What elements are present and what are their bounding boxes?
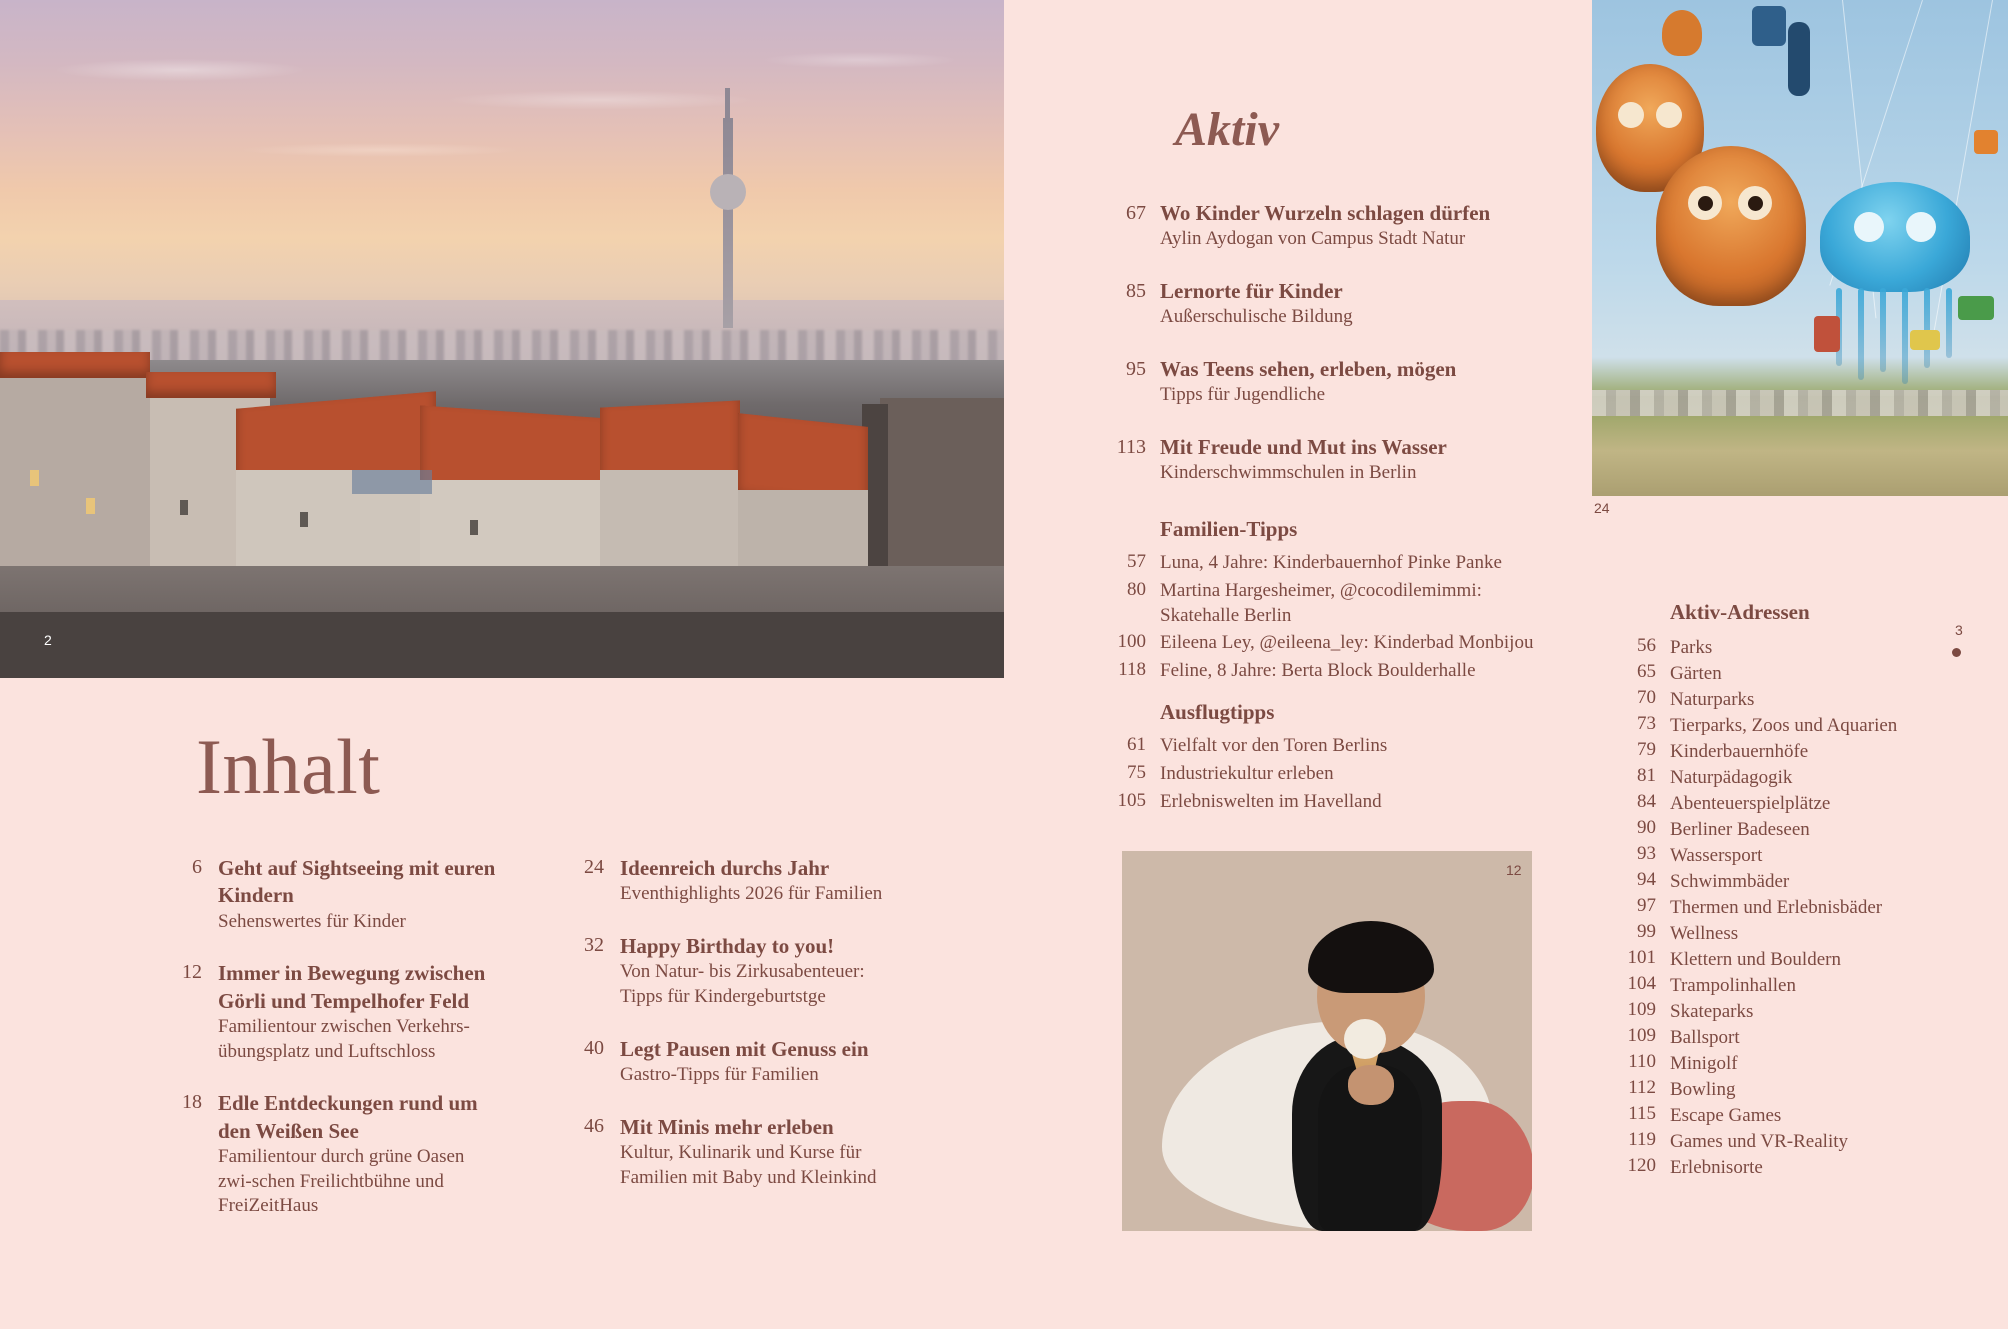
- adressen-row[interactable]: [1612, 843, 1972, 869]
- aktiv-page-number: 95: [1126, 357, 1146, 380]
- octopus-tentacle: [1880, 288, 1886, 372]
- row-text: Trampolinhallen: [1670, 975, 1796, 996]
- roof: [146, 372, 276, 398]
- building: [0, 370, 150, 570]
- familien-tipps-title: Familien-Tipps: [1160, 517, 1298, 541]
- row-text: Gärten: [1670, 663, 1722, 684]
- octopus-eye-icon: [1906, 212, 1936, 242]
- octopus-tentacle: [1902, 288, 1908, 384]
- aktiv-page-number: 85: [1126, 279, 1146, 302]
- row-page-number: 99: [1637, 921, 1656, 942]
- row-text: Schwimmbäder: [1670, 871, 1790, 892]
- row-page-number: 56: [1637, 635, 1656, 656]
- row-page-number: 70: [1637, 687, 1656, 708]
- toc-title: Edle Entdeckungen rund um den Weißen See: [218, 1091, 478, 1143]
- toc-page-number: 46: [584, 1114, 604, 1137]
- small-kite-icon: [1752, 6, 1786, 46]
- page-title: Inhalt: [196, 723, 381, 810]
- aktiv-subtitle: Außerschulische Bildung: [1160, 306, 1353, 328]
- adressen-row[interactable]: [1612, 765, 1972, 791]
- row-text: Minigolf: [1670, 1053, 1738, 1074]
- row-page-number: 57: [1127, 551, 1146, 572]
- row-page-number: 73: [1637, 713, 1656, 734]
- toc-entry[interactable]: [562, 855, 902, 907]
- window: [300, 512, 308, 527]
- ice-cream-scoop-icon: [1344, 1019, 1386, 1059]
- row-page-number: 104: [1627, 973, 1656, 994]
- row-page-number: 81: [1637, 765, 1656, 786]
- roof: [0, 352, 150, 378]
- toc-title: Immer in Bewegung zwischen Görli und Tempelhofer Feld: [218, 961, 486, 1013]
- row-page-number: 109: [1627, 1025, 1656, 1046]
- boy-photo: [1122, 851, 1532, 1231]
- row-page-number: 61: [1127, 734, 1146, 755]
- building: [420, 480, 610, 580]
- aktiv-subtitle: Tipps für Jugendliche: [1160, 384, 1326, 406]
- row-page-number: 75: [1127, 762, 1146, 783]
- aktiv-adressen-title: Aktiv-Adressen: [1670, 600, 1810, 624]
- aktiv-adressen-list: [1612, 600, 1972, 1181]
- row-page-number: 90: [1637, 817, 1656, 838]
- octopus-tentacle: [1946, 288, 1952, 358]
- toc-subtitle: Familientour zwischen Verkehrs-übungsplatz und Luftschloss: [218, 1015, 470, 1062]
- row-page-number: 105: [1117, 790, 1146, 811]
- photo-page-number-kites: 24: [1594, 500, 1610, 516]
- toc-subtitle: Von Natur- bis Zirkusabenteuer: Tipps für Kindergeburtstge: [620, 961, 865, 1007]
- row-page-number: 93: [1637, 843, 1656, 864]
- row-text: Eileena Ley, @eileena_ley: Kinderbad Monbijou: [1160, 632, 1534, 654]
- toc-title: Mit Minis mehr erleben: [620, 1114, 834, 1139]
- window: [86, 498, 95, 514]
- window: [30, 470, 39, 486]
- row-page-number: 115: [1628, 1103, 1656, 1124]
- familien-tipps-row[interactable]: [1098, 658, 1558, 684]
- row-page-number: 120: [1627, 1155, 1656, 1176]
- aktiv-entry[interactable]: [1098, 200, 1538, 252]
- row-text: Wassersport: [1670, 845, 1763, 866]
- row-page-number: 97: [1637, 895, 1656, 916]
- row-text: Parks: [1670, 637, 1713, 658]
- toc-entry[interactable]: [562, 933, 902, 1010]
- toc-title: Ideenreich durchs Jahr: [620, 856, 830, 880]
- window: [470, 520, 478, 535]
- adressen-row[interactable]: [1612, 973, 1972, 999]
- octopus-tentacle: [1858, 288, 1864, 380]
- familien-tipps-row[interactable]: [1098, 578, 1558, 628]
- row-text: Luna, 4 Jahre: Kinderbauernhof Pinke Panke: [1160, 552, 1502, 573]
- ausflugtipps-group: [1098, 700, 1558, 817]
- adressen-row[interactable]: [1612, 1077, 1972, 1103]
- clouds: [0, 40, 1004, 190]
- row-page-number: 94: [1637, 869, 1656, 890]
- owl-eye-icon: [1698, 196, 1713, 211]
- adressen-row[interactable]: [1612, 635, 1972, 661]
- row-text: Tierparks, Zoos und Aquarien: [1670, 715, 1898, 736]
- toc-entry[interactable]: [160, 960, 500, 1064]
- tent-row: [1592, 390, 2008, 416]
- small-kite-icon: [1958, 296, 1994, 320]
- small-kite-icon: [1788, 22, 1810, 96]
- row-text: Ballsport: [1670, 1027, 1740, 1048]
- row-text: Kinderbauernhöfe: [1670, 741, 1809, 762]
- row-text: Erlebniswelten im Havelland: [1160, 791, 1382, 812]
- owl-eye-icon: [1656, 102, 1682, 128]
- row-text: Vielfalt vor den Toren Berlins: [1160, 735, 1388, 756]
- photo-page-number-left: 2: [44, 632, 53, 648]
- adressen-row[interactable]: [1612, 687, 1972, 713]
- row-text: Thermen und Erlebnisbäder: [1670, 897, 1883, 918]
- adressen-row[interactable]: [1612, 739, 1972, 765]
- small-kite-icon: [1814, 316, 1840, 352]
- graffiti: [352, 470, 432, 494]
- tv-tower-icon: [723, 118, 733, 328]
- adressen-row[interactable]: [1612, 895, 1972, 921]
- row-text: Bowling: [1670, 1079, 1736, 1100]
- toc-subtitle: Kultur, Kulinarik und Kurse für Familien mit Baby und Kleinkind: [620, 1141, 877, 1188]
- row-page-number: 110: [1628, 1051, 1656, 1072]
- window: [180, 500, 188, 515]
- toc-page-number: 40: [584, 1036, 604, 1059]
- octopus-eye-icon: [1854, 212, 1884, 242]
- kites-photo: [1592, 0, 2008, 496]
- aktiv-entry[interactable]: [1098, 356, 1538, 408]
- aktiv-title: Wo Kinder Wurzeln schlagen dürfen: [1160, 201, 1491, 225]
- ausflugtipps-row[interactable]: [1098, 733, 1558, 759]
- row-text: Abenteuerspielplätze: [1670, 793, 1831, 814]
- row-text: Skateparks: [1670, 1001, 1754, 1022]
- row-page-number: 119: [1628, 1129, 1656, 1150]
- aktiv-subtitle: Kinderschwimmschulen in Berlin: [1160, 462, 1417, 484]
- toc-title: Legt Pausen mit Genuss ein: [620, 1036, 869, 1061]
- toc-subtitle: Familientour durch grüne Oasen zwi-schen Freilichtbühne und FreiZeitHaus: [218, 1145, 465, 1217]
- boy-hand: [1348, 1065, 1394, 1105]
- adressen-row[interactable]: [1612, 713, 1972, 739]
- toc-page-number: 32: [584, 933, 604, 956]
- row-text: Erlebnisorte: [1670, 1157, 1763, 1178]
- row-text: Industriekultur erleben: [1160, 763, 1334, 784]
- adressen-row[interactable]: [1612, 1155, 1972, 1181]
- skyline-photo: [0, 0, 1004, 678]
- aktiv-title: Was Teens sehen, erleben, mögen: [1160, 356, 1457, 381]
- toc-column-2: [562, 855, 902, 1216]
- ausflugtipps-row[interactable]: [1098, 761, 1558, 787]
- toc-page-number: 12: [182, 961, 202, 984]
- owl-eye-icon: [1618, 102, 1644, 128]
- row-text: Martina Hargesheimer, @cocodilemimmi: Skatehalle Berlin: [1160, 580, 1482, 627]
- aktiv-entry[interactable]: [1098, 278, 1538, 330]
- toc-page-number: 24: [584, 856, 604, 878]
- row-text: Berliner Badeseen: [1670, 819, 1810, 840]
- row-text: Games und VR-Reality: [1670, 1131, 1849, 1152]
- small-kite-icon: [1662, 10, 1702, 56]
- toc-subtitle: Eventhighlights 2026 für Familien: [620, 883, 883, 905]
- aktiv-entry[interactable]: [1098, 434, 1538, 486]
- adressen-row[interactable]: [1612, 999, 1972, 1025]
- octopus-tentacle: [1924, 288, 1930, 368]
- aktiv-page-number: 113: [1116, 435, 1146, 458]
- aktiv-page-number: 67: [1126, 202, 1146, 224]
- toc-subtitle: Gastro-Tipps für Familien: [620, 1063, 819, 1085]
- small-kite-icon: [1910, 330, 1940, 350]
- row-page-number: 100: [1117, 631, 1146, 653]
- toc-subtitle: Sehenswertes für Kinder: [218, 910, 406, 932]
- adressen-row[interactable]: [1612, 921, 1972, 947]
- row-page-number: 109: [1627, 999, 1656, 1020]
- row-page-number: 84: [1637, 791, 1656, 812]
- small-kite-icon: [1974, 130, 1998, 154]
- page-dot: [1952, 648, 1961, 657]
- toc-title: Geht auf Sightseeing mit euren Kindern: [218, 856, 496, 908]
- familien-tipps-row[interactable]: [1098, 550, 1558, 576]
- row-text: Escape Games: [1670, 1105, 1782, 1126]
- row-page-number: 65: [1637, 661, 1656, 682]
- row-text: Wellness: [1670, 923, 1739, 944]
- row-text: Klettern und Bouldern: [1670, 949, 1841, 970]
- toc-entry[interactable]: [160, 1090, 500, 1219]
- toc-page-number: 6: [192, 856, 202, 878]
- adressen-row[interactable]: [1612, 1129, 1972, 1155]
- adressen-row[interactable]: [1612, 869, 1972, 895]
- toc-title: Happy Birthday to you!: [620, 933, 835, 958]
- aktiv-entry-list: [1098, 200, 1538, 512]
- aktiv-title: Mit Freude und Mut ins Wasser: [1160, 434, 1447, 459]
- toc-column-1: [160, 855, 500, 1245]
- adressen-row[interactable]: [1612, 661, 1972, 687]
- toc-page-number: 18: [182, 1091, 202, 1114]
- toc-entry[interactable]: [160, 855, 500, 934]
- row-page-number: 118: [1118, 659, 1146, 681]
- owl-eye-icon: [1748, 196, 1763, 211]
- toc-entry[interactable]: [562, 1036, 902, 1088]
- row-page-number: 101: [1627, 947, 1656, 968]
- foreground-roof-front: [0, 612, 1004, 678]
- page-number-right: 3: [1955, 622, 1963, 638]
- ausflugtipps-row[interactable]: [1098, 789, 1558, 815]
- section-heading: Aktiv: [1175, 103, 1279, 156]
- familien-tipps-row[interactable]: [1098, 630, 1558, 656]
- owl-kite-icon: [1656, 146, 1806, 306]
- adressen-row[interactable]: [1612, 817, 1972, 843]
- toc-entry[interactable]: [562, 1114, 902, 1191]
- octopus-kite-icon: [1820, 182, 1970, 292]
- adressen-row[interactable]: [1612, 947, 1972, 973]
- row-page-number: 112: [1628, 1077, 1656, 1098]
- row-text: Naturparks: [1670, 689, 1755, 710]
- building: [600, 470, 740, 580]
- aktiv-subtitle: Aylin Aydogan von Campus Stadt Natur: [1160, 228, 1466, 250]
- ausflugtipps-title: Ausflugtipps: [1160, 700, 1275, 724]
- familien-tipps-group: [1098, 517, 1558, 686]
- row-page-number: 79: [1637, 739, 1656, 760]
- aktiv-title: Lernorte für Kinder: [1160, 278, 1343, 303]
- row-page-number: 80: [1127, 579, 1146, 600]
- row-text: Feline, 8 Jahre: Berta Block Boulderhalle: [1160, 660, 1476, 682]
- adressen-row[interactable]: [1612, 1051, 1972, 1077]
- adressen-row[interactable]: [1612, 1025, 1972, 1051]
- adressen-row[interactable]: [1612, 1103, 1972, 1129]
- row-text: Naturpädagogik: [1670, 767, 1793, 788]
- adressen-row[interactable]: [1612, 791, 1972, 817]
- photo-page-number-boy: 12: [1506, 862, 1522, 878]
